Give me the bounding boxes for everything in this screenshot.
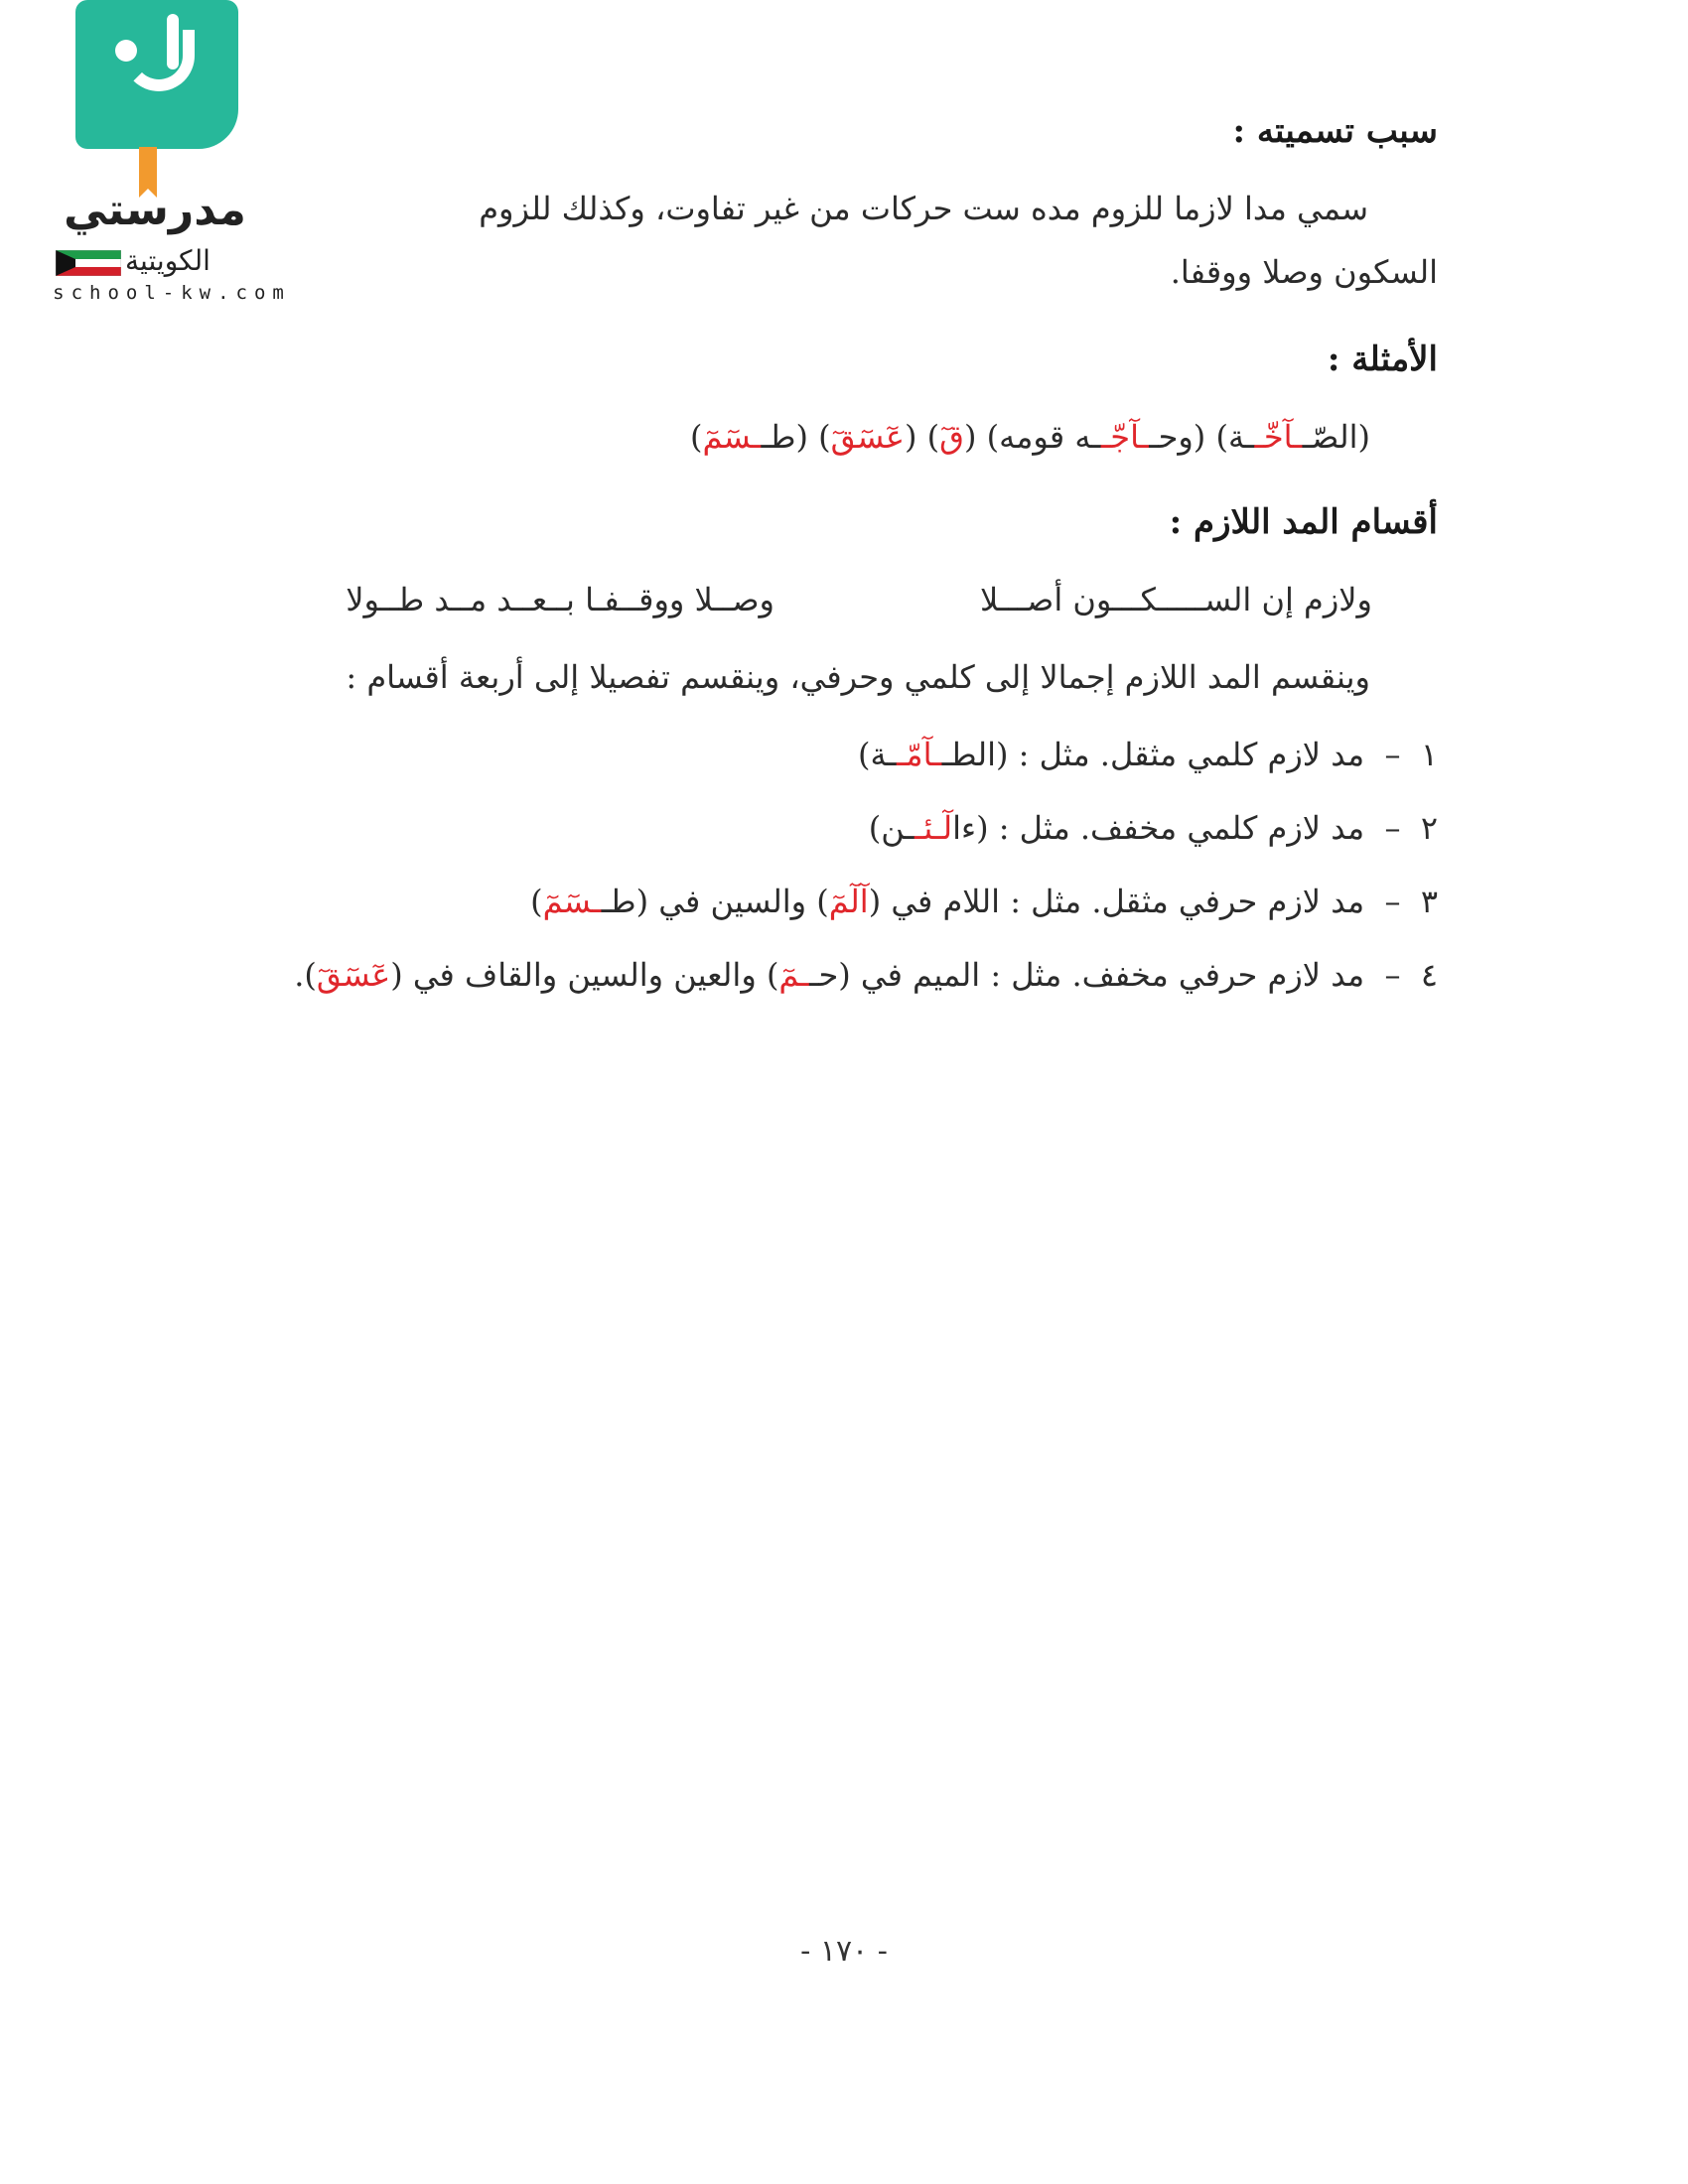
kuwait-flag-icon	[56, 250, 121, 276]
verse-left: وصــلا ووقــفـا بــعــد مــد طــولا	[346, 581, 774, 618]
examples-line	[690, 415, 1370, 459]
heading-naming-reason: سبب تسميته :	[1232, 111, 1438, 151]
naming-line-2: السكون وصلا ووقفا.	[1170, 253, 1438, 291]
example-2: (وحــآجّــه قومه)	[986, 418, 1206, 456]
type-item-2: ٢ – مد لازم كلمي مخفف. مثل : (ءالٓـئــن)	[868, 809, 1438, 847]
logo-subtitle: الكويتية	[125, 244, 211, 277]
types-intro: وينقسم المد اللازم إجمالا إلى كلمي وحرفي، وينقسم تفصيلا إلى أربعة أقسام :	[346, 658, 1370, 696]
type-item-1: ١ – مد لازم كلمي مثقل. مثل : (الطــآمّــة)	[858, 736, 1438, 773]
naming-line-1: سمي مدا لازما للزوم مده ست حركات من غير تفاوت، وكذلك للزوم	[479, 190, 1368, 227]
example-3: (قٓ)	[926, 418, 977, 456]
verse-right: ولازم إن الســـــكـــون أصـــلا	[979, 581, 1372, 618]
page-number: - ١٧٠ -	[800, 1934, 888, 1969]
bookmark-icon	[139, 147, 157, 189]
example-5: (طــسٓمٓ)	[689, 418, 808, 456]
example-4: (عٓسٓقٓ)	[818, 418, 917, 456]
heading-examples: الأمثلة :	[1327, 340, 1438, 379]
type-item-3: ٣ – مد لازم حرفي مثقل. مثل : اللام في (آلٓمٓ) والسين في (طــسٓمٓ)	[530, 883, 1438, 920]
example-1: (الصّــآخّــة)	[1215, 418, 1370, 456]
site-logo[interactable]	[18, 0, 306, 308]
logo-mark-icon	[75, 0, 238, 149]
heading-types: أقسام المد اللازم :	[1169, 502, 1438, 542]
logo-name: مدرستي	[64, 185, 246, 235]
logo-domain: school-kw.com	[53, 282, 291, 304]
type-item-4: ٤ – مد لازم حرفي مخفف. مثل : الميم في (حــمٓ) والعين والسين والقاف في (عٓسٓقٓ).	[294, 956, 1438, 994]
